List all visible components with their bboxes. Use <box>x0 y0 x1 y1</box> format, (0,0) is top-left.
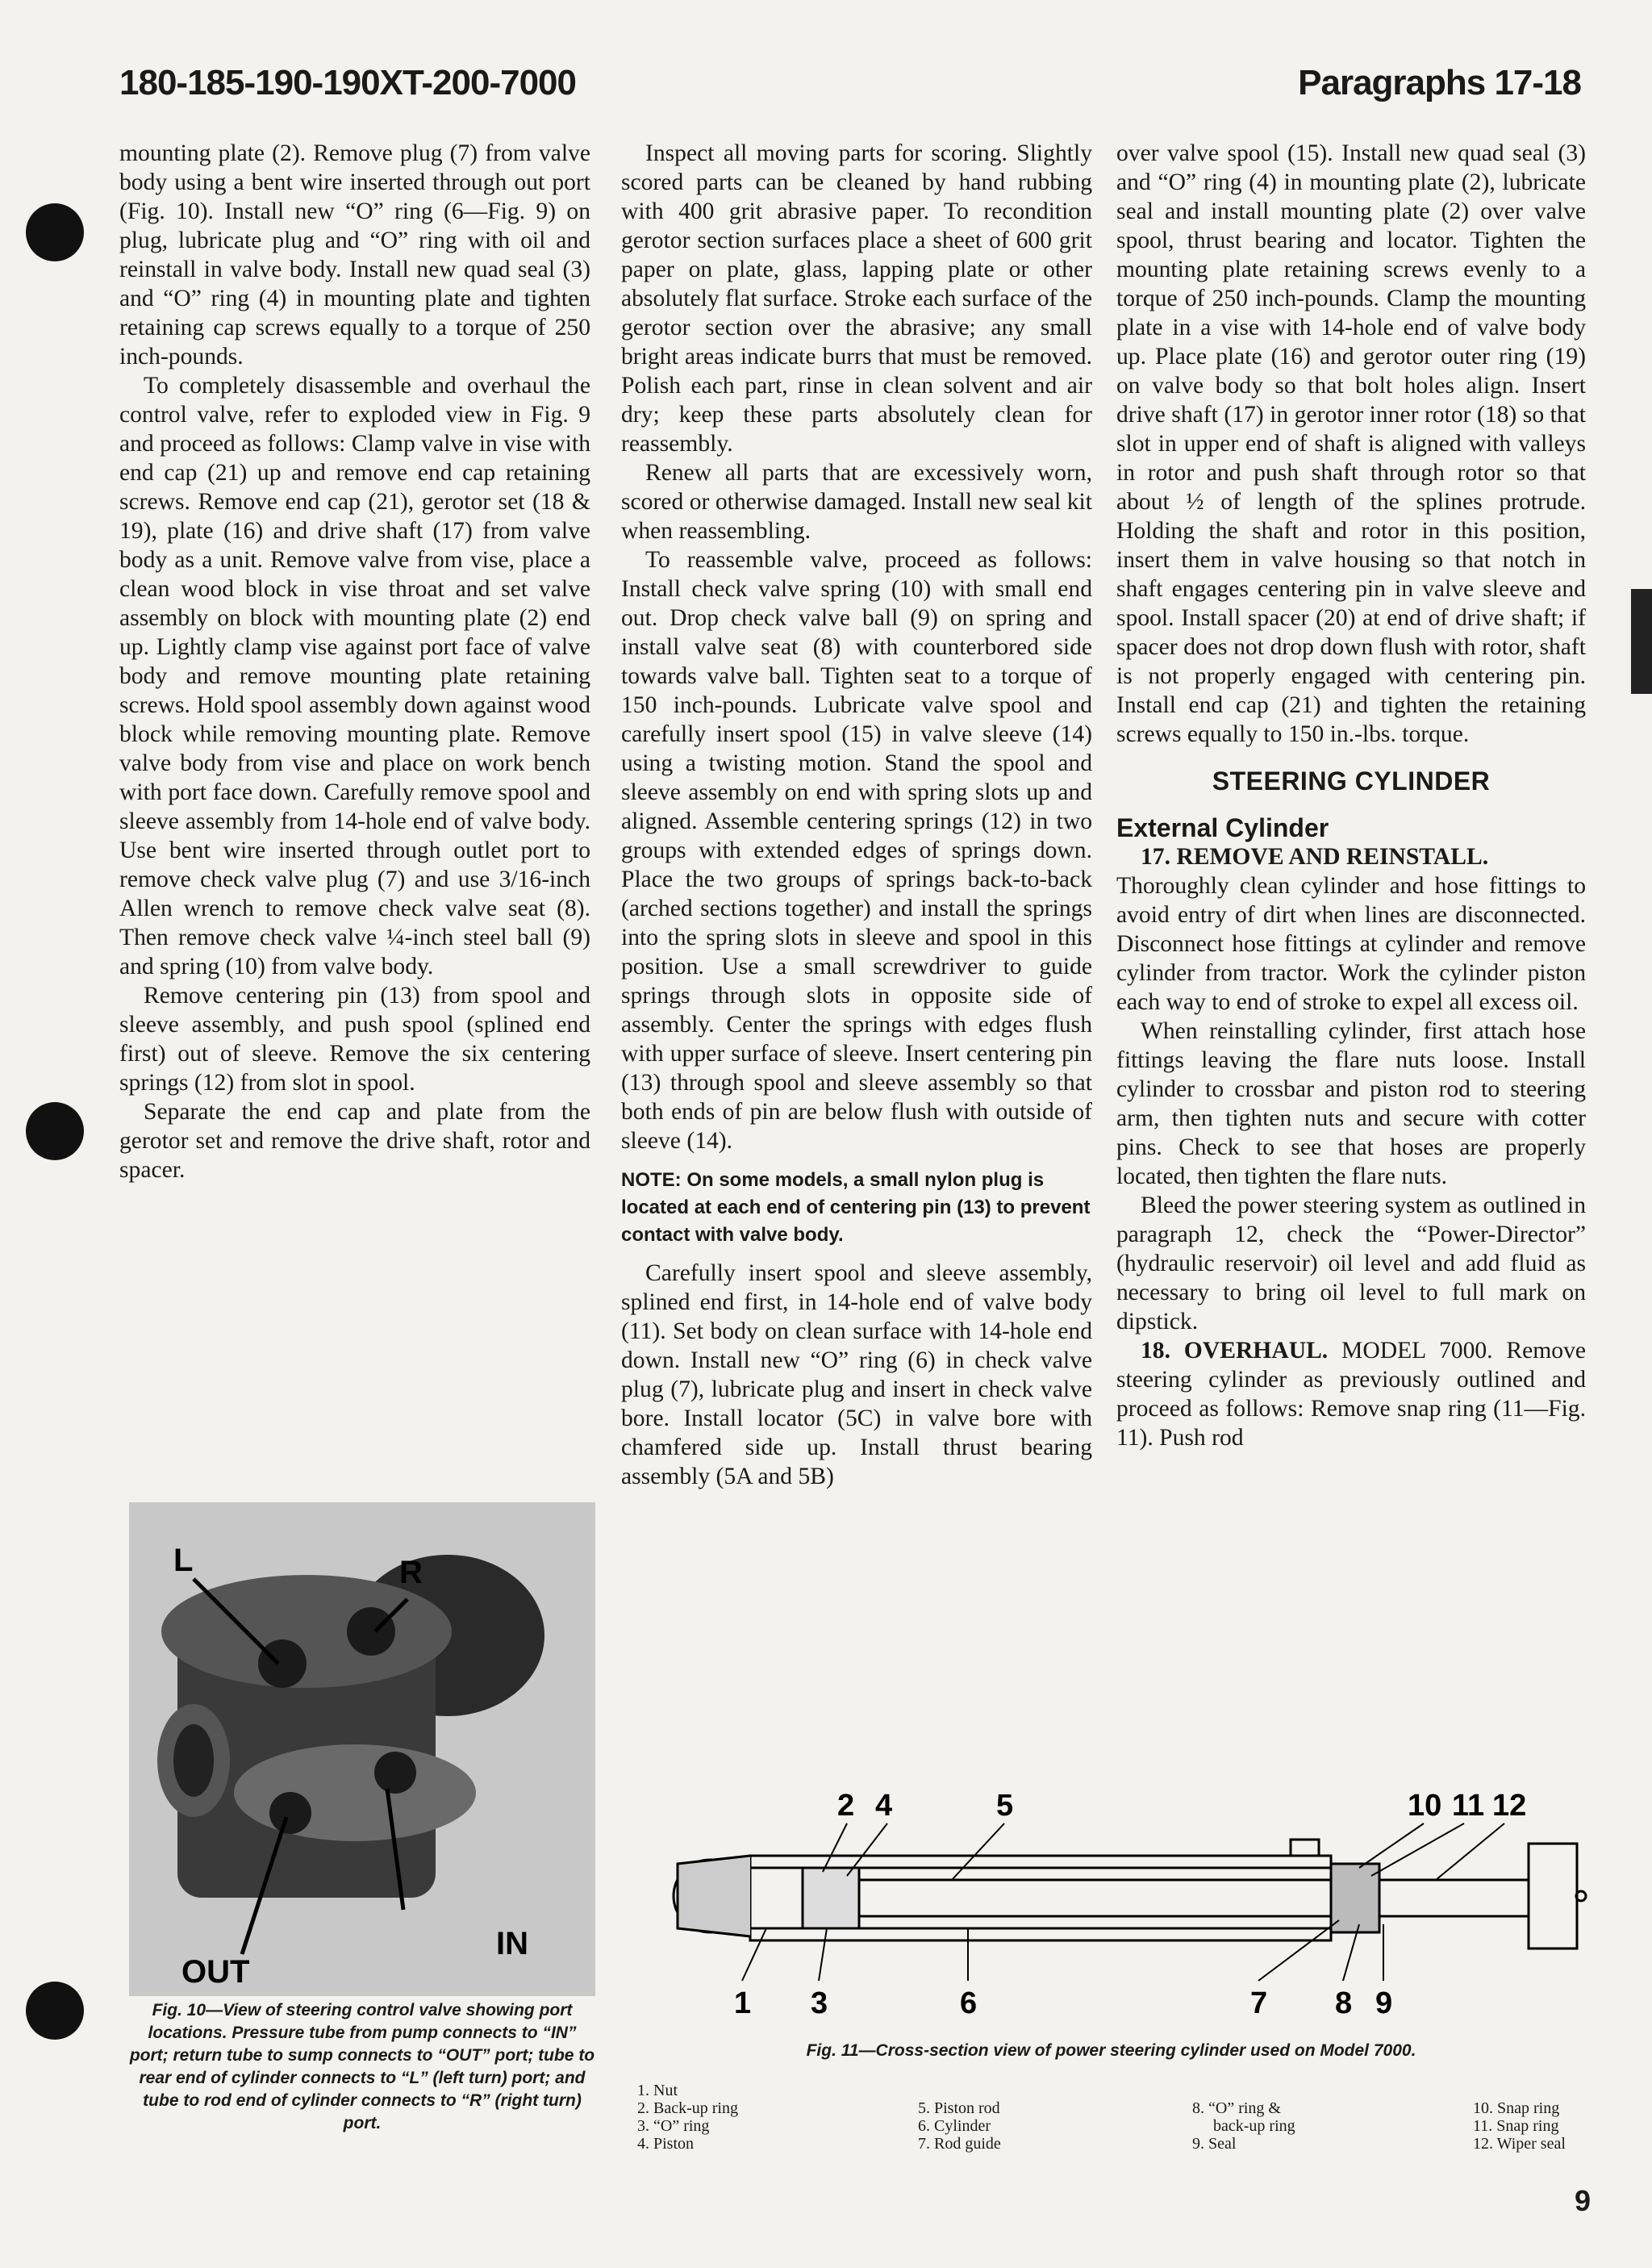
column-3 <box>1116 139 1586 1452</box>
legend-item: back-up ring <box>1213 2117 1295 2135</box>
legend-column <box>637 2082 738 2153</box>
paragraph: over valve spool (15). Install new quad seal (3) and “O” ring (4) in mounting plate (2), lubricate seal and install mounting plate (2) over valve spool, thrust bearing and locator. Tighten the mounting plate retaining screws evenly to a torque of 250 inch-pounds. Clamp the mounting plate in a vise with 14-hole end of valve body up. Place plate (16) and gerotor outer ring (19) on valve body so that bolt holes align. Insert drive shaft (17) in gerotor inner rotor (18) so that slot in upper end of shaft is aligned with valleys in rotor and push shaft through rotor so that about ½ of length of the splines protrude. Holding the shaft and rotor in this position, insert them in valve housing so that notch in shaft engages centering pin in valve sleeve and spool. Install spacer (20) at end of drive shaft; if spacer does not drop down flush with rotor, shaft is not properly engaged with centering pin. Install end cap (21) and tighten the retaining screws equally to 150 in.-lbs. torque. <box>1116 140 1586 747</box>
header-models: 180-185-190-190XT-200-7000 <box>119 63 577 102</box>
legend-column <box>1192 2099 1295 2153</box>
section-title: STEERING CYLINDER <box>1212 766 1491 796</box>
binder-hole <box>26 1982 84 2040</box>
legend-item: 4. Piston <box>637 2135 695 2153</box>
legend-item: 1. Nut <box>637 2082 678 2099</box>
callout-9: 9 <box>1375 1986 1393 2020</box>
fig10-caption: Fig. 10—View of steering control valve showing port locations. Pressure tube from pump connects to “IN” port; return tube to sump connects to “OUT” port; tube to rear end of cylinder connects to “L” (left turn) port; and tube to rod end of cylinder connects to “R” (right turn) port. <box>129 2001 595 2132</box>
paragraph: Carefully insert spool and sleeve assembly, splined end first, in 14-hole end of valve body (11). Set body on clean surface with 14-hole end down. Install new “O” ring (6) in check valve plug (7), lubricate plug and insert in check valve bore. Install locator (5C) in valve bore with chamfered side up. Install thrust bearing assembly (5A and 5B) <box>621 1260 1092 1489</box>
note: NOTE: On some models, a small nylon plug is located at each end of centering pin (13) to prevent contact with valve body. <box>621 1169 1091 1246</box>
legend-column <box>918 2099 1001 2153</box>
port-label-in: IN <box>496 1926 528 1961</box>
paragraph-text: MODEL 7000. Remove steering cylinder as previously outlined and proceed as follows: Remove snap ring (11—Fig. 11). Push rod <box>1116 1338 1586 1451</box>
callout-4: 4 <box>875 1789 893 1823</box>
paragraph-heading: 18. OVERHAUL. <box>1141 1338 1329 1364</box>
paragraph: Remove centering pin (13) from spool and sleeve assembly, and push spool (splined end first) out of sleeve. Remove the six centering springs (12) from slot in spool. <box>119 983 590 1096</box>
page-number: 9 <box>1574 2184 1591 2217</box>
legend-item: 8. “O” ring & <box>1192 2099 1281 2117</box>
paragraph: mounting plate (2). Remove plug (7) from valve body using a bent wire inserted through out port (Fig. 10). Install new “O” ring (6—Fig. 9) on plug, lubricate plug and “O” ring with oil and reinstall in valve body. Install new quad seal (3) and “O” ring (4) in mounting plate and tighten retaining cap screws equally to a torque of 250 inch-pounds. <box>119 140 590 370</box>
callout-8: 8 <box>1335 1986 1353 2020</box>
binder-hole <box>26 203 84 261</box>
legend-item: 2. Back-up ring <box>637 2099 738 2117</box>
header-paragraphs: Paragraphs 17-18 <box>1298 63 1581 102</box>
fig11-caption: Fig. 11—Cross-section view of power steering cylinder used on Model 7000. <box>806 2041 1416 2060</box>
legend-item: 11. Snap ring <box>1473 2117 1559 2135</box>
callout-7: 7 <box>1250 1986 1268 2020</box>
legend-item: 12. Wiper seal <box>1473 2135 1566 2153</box>
port-label-l: L <box>173 1543 194 1578</box>
valve-photo <box>129 1502 595 1996</box>
legend-item: 7. Rod guide <box>918 2135 1001 2153</box>
legend-item: 10. Snap ring <box>1473 2099 1560 2117</box>
legend-item: 9. Seal <box>1192 2135 1237 2153</box>
callout-2: 2 <box>837 1789 855 1823</box>
paragraph: To reassemble valve, proceed as follows: Install check valve spring (10) with small end out. Drop check valve ball (9) on spring and install valve seat (8) with counterbored side towards valve ball. Tighten seat to a torque of 150 inch-pounds. Lubricate valve spool and carefully insert spool (15) in valve sleeve (14) using a twisting motion. Stand the spool and sleeve assembly on end with spring slots up and aligned. Assemble centering springs (12) in two groups with extended edges of springs down. Place the two groups of springs back-to-back (arched sections together) and install the springs into the spring slots in sleeve and spool in this position. Use a small screwdriver to guide springs through slots in opposite side of assembly. Center the springs with edges flush with upper surface of sleeve. Insert centering pin (13) through spool and sleeve assembly so that both ends of pin are below flush with outside of sleeve (14). <box>621 547 1092 1154</box>
port-label-out: OUT <box>181 1954 250 1990</box>
callout-1: 1 <box>734 1986 752 2020</box>
column-1 <box>119 139 590 1184</box>
cylinder-diagram <box>629 1775 1593 2041</box>
callout-10: 10 <box>1408 1789 1442 1823</box>
callout-5: 5 <box>996 1789 1014 1823</box>
paragraph: Inspect all moving parts for scoring. Slightly scored parts can be cleaned by hand rubbing with 400 grit abrasive paper. To recondition gerotor section surfaces place a sheet of 600 grit paper on plate, glass, lapping plate or other absolutely flat surface. Stroke each surface of the gerotor section over the abrasive; any small bright areas indicate burrs that must be removed. Polish each part, rinse in clean solvent and air dry; keep these parts absolutely clean for reassembly. <box>621 140 1092 457</box>
callout-3: 3 <box>811 1986 828 2020</box>
paragraph: Bleed the power steering system as outlined in paragraph 12, check the “Power-Director” (hydraulic reservoir) oil level and add fluid as necessary to bring oil level to full mark on dipstick. <box>1116 1192 1586 1334</box>
paragraph: Thoroughly clean cylinder and hose fittings to avoid entry of dirt when lines are disconnected. Disconnect hose fittings at cylinder and remove cylinder from tractor. Work the cylinder piston each way to end of stroke to expel all excess oil. <box>1116 873 1586 1015</box>
legend-item: 5. Piston rod <box>918 2099 1000 2117</box>
callout-6: 6 <box>960 1986 978 2020</box>
legend-item: 3. “O” ring <box>637 2117 710 2135</box>
paragraph: Renew all parts that are excessively worn, scored or otherwise damaged. Install new seal kit when reassembling. <box>621 460 1092 544</box>
port-label-r: R <box>399 1555 423 1590</box>
paragraph: To completely disassemble and overhaul the control valve, refer to exploded view in Fig. 9 and proceed as follows: Clamp valve in vise with end cap (21) up and remove end cap retaining screws. Remove end cap (21), gerotor set (18 & 19), plate (16) and drive shaft (17) from valve body as a unit. Remove valve from vise, place a clean wood block in vise throat and set valve assembly on block with mounting plate (2) end up. Lightly clamp vise against port face of valve body and remove mounting plate retaining screws. Hold spool assembly down against wood block while removing mounting plate. Remove valve body from vise and place on work bench with port face down. Carefully remove spool and sleeve assembly from 14-hole end of valve body. Use bent wire inserted through outlet port to remove check valve plug (7) and use 3/16-inch Allen wrench to remove check valve seat (8). Then remove check valve ¼-inch steel ball (9) and spring (10) from valve body. <box>119 373 590 979</box>
paragraph <box>1116 1336 1586 1452</box>
paragraph: When reinstalling cylinder, first attach hose fittings leaving the flare nuts loose. Install cylinder to crossbar and piston rod to steering arm, then tighten nuts and secure with cotter pins. Check to see that hoses are properly located, then tighten the flare nuts. <box>1116 1018 1586 1189</box>
legend-column <box>1473 2099 1566 2153</box>
subsection-title: External Cylinder <box>1116 813 1329 842</box>
edge-tab <box>1631 589 1652 694</box>
binder-hole <box>26 1102 84 1160</box>
paragraph: Separate the end cap and plate from the gerotor set and remove the drive shaft, rotor and spacer. <box>119 1099 590 1183</box>
callout-12: 12 <box>1492 1789 1527 1823</box>
legend-item: 6. Cylinder <box>918 2117 991 2135</box>
column-2 <box>621 139 1092 1491</box>
paragraph-heading: 17. REMOVE AND REINSTALL. <box>1141 844 1489 870</box>
callout-11: 11 <box>1452 1789 1485 1823</box>
